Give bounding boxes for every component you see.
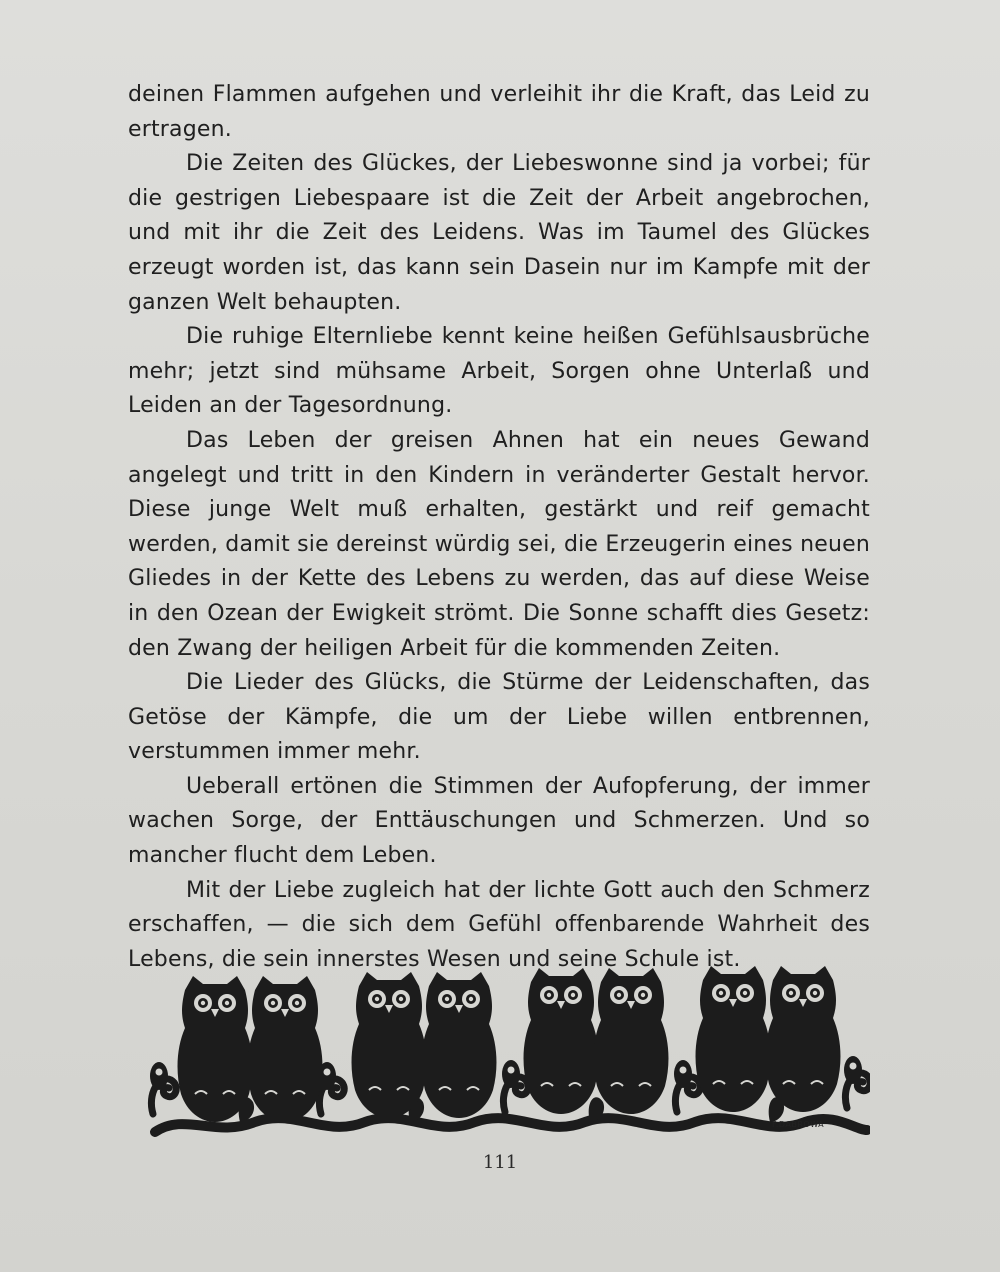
owl-1	[178, 976, 253, 1122]
body-text	[128, 78, 870, 977]
owl-6	[594, 968, 669, 1114]
owl-8	[766, 966, 841, 1112]
paragraph-5: Die Lieder des Glücks, die Stürme der Leidenschaften, das Getöse der Kämpfe, die um der Liebe willen entbrennen, verstummen immer mehr.	[128, 670, 870, 765]
artist-signature: F.DABROWA	[772, 1120, 825, 1129]
owl-7	[696, 966, 771, 1112]
owl-2	[248, 976, 323, 1122]
paragraph-6: Ueberall ertönen die Stimmen der Aufopferung, der immer wachen Sorge, der Enttäuschungen und Schmerzen. Und so mancher flucht dem Leben.	[128, 773, 870, 869]
paragraph-3: Die ruhige Elternliebe kennt keine heißen Gefühlsausbrüche mehr; jetzt sind mühsame Arbeit, Sorgen ohne Unterlaß und Leiden an der Tagesordnung.	[128, 324, 870, 419]
owl-ornament	[145, 962, 870, 1138]
owl-3	[352, 972, 427, 1118]
paragraph-4: Das Leben der greisen Ahnen hat ein neues Gewand angelegt und tritt in den Kindern in veränderter Gestalt hervor. Diese junge Welt muß erhalten, gestärkt und reif gemacht werden, damit sie dereinst würdig sei, die Erzeugerin eines neuen Gliedes in der Kette des Lebens zu werden, das auf diese Weise in den Ozean der Ewigkeit strömt. Die Sonne schafft dies Gesetz: den Zwang der heiligen Arbeit für die kommenden Zeiten.	[128, 427, 870, 661]
owl-4	[422, 972, 497, 1118]
paragraph-1: deinen Flammen aufgehen und verleihit ihr die Kraft, das Leid zu ertragen.	[128, 82, 870, 142]
page-number: 111	[482, 1152, 518, 1173]
paragraph-2: Die Zeiten des Glückes, der Liebeswonne sind ja vorbei; für die gestrigen Liebespaare ist die Zeit der Arbeit angebrochen, und mit ihr die Zeit des Leidens. Was im Taumel des Glückes erzeugt worden ist, das kann sein Dasein nur im Kampfe mit der ganzen Welt behaupten.	[128, 151, 870, 315]
paragraph-7: Mit der Liebe zugleich hat der lichte Gott auch den Schmerz erschaffen, — die sich dem Gefühl offenbarende Wahrheit des Lebens, die sein innerstes Wesen und seine Schule ist.	[128, 877, 870, 972]
owl-5	[524, 968, 599, 1114]
